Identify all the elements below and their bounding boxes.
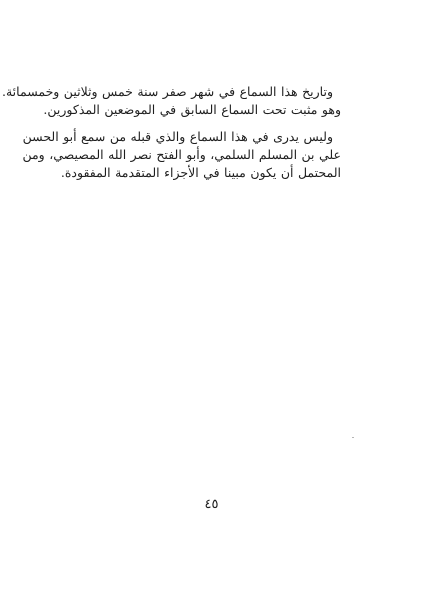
scan-speck [352,437,354,438]
paragraph-1 [2,83,341,119]
paragraph-2 [22,128,341,182]
paragraph-2-line-2: علي بن المسلم السلمي، وأبو الفتح نصر الله المصيصي، ومن [22,147,341,162]
paragraph-1-line-2: وهو مثبت تحت السماع السابق في الموضعين المذكورين. [43,102,341,117]
body-text [2,83,341,182]
paragraph-1-line-1: وتاريخ هذا السماع في شهر صفر سنة خمس وثلاثين وخمسمائة. [2,84,333,99]
page-number: ٤٥ [204,497,219,512]
paragraph-2-line-3: المحتمل أن يكون مبينا في الأجزاء المتقدمة المفقودة. [60,165,341,180]
paragraph-2-line-1: وليس يدرى في هذا السماع والذي قبله من سمع أبو الحسن [22,129,333,144]
